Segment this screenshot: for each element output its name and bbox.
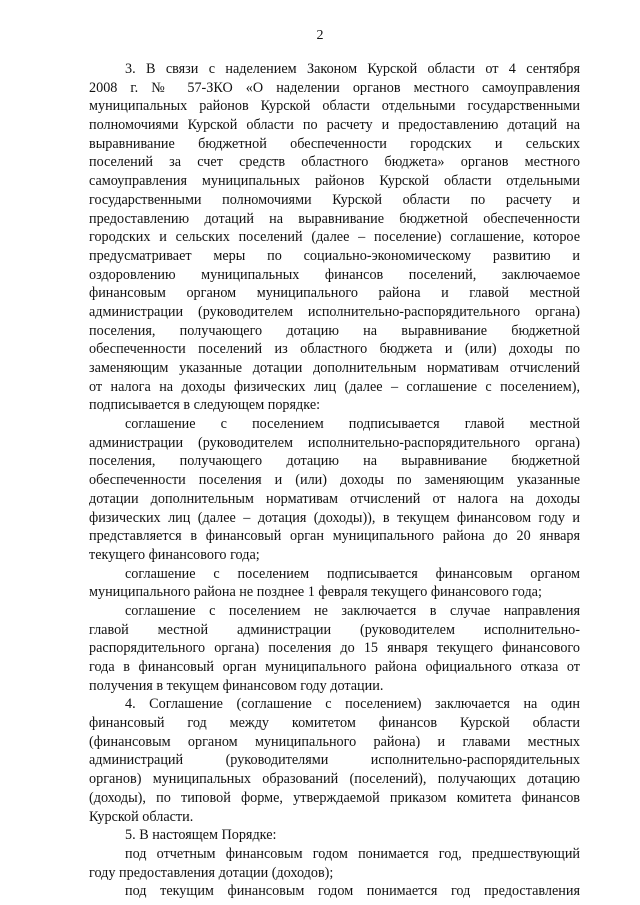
text-line: поселений за счет средств областного бюджета» органов местного — [89, 154, 580, 171]
text-line: администрации (руководителем исполнительно-распорядительного органа) — [89, 434, 580, 451]
text-line: 5. В настоящем Порядке: — [125, 827, 277, 844]
text-line: (финансовым органом муниципального района) и главами местных — [89, 733, 580, 750]
text-line: выравнивание бюджетной обеспеченности городских и сельских — [89, 135, 580, 152]
text-line: муниципального района не позднее 1 февраля текущего финансового года; — [89, 584, 542, 601]
text-line: оздоровлению муниципальных финансов поселений, заключаемое — [89, 266, 580, 283]
text-line: администрации (руководителем исполнительно-распорядительного органа) — [89, 303, 580, 320]
text-line: соглашение с поселением подписывается главой местной — [125, 416, 580, 433]
text-line: года в финансовый орган муниципального района официального отказа от — [89, 659, 580, 675]
text-line: под отчетным финансовым годом понимается год, предшествующий — [125, 845, 580, 862]
text-line: соглашение с поселением подписывается финансовым органом — [125, 565, 580, 582]
text-line: 2008 г. № 57-ЗКО «О наделении органов местного самоуправления — [89, 79, 580, 96]
text-line: самоуправления муниципальных районов Курской области отдельными — [89, 173, 580, 190]
text-line: поселения, получающего дотацию на выравнивание бюджетной — [89, 453, 580, 470]
text-line: предусматривает меры по социально-экономическому развитию и — [89, 247, 580, 264]
text-line: под текущим финансовым годом понимается год предоставления — [125, 883, 580, 900]
text-line: физических лиц (далее – дотация (доходы)), в текущем финансовом году и — [89, 509, 580, 526]
text-line: органов) муниципальных образований (поселений), получающих дотацию — [89, 771, 580, 788]
text-line: 4. Соглашение (соглашение с поселением) заключается на один — [125, 696, 580, 713]
text-line: предоставлению дотаций на выравнивание бюджетной обеспеченности — [89, 210, 580, 227]
page-number: 2 — [316, 28, 324, 43]
text-line: муниципальных районов Курской области отдельными государственными — [89, 98, 580, 115]
text-line: полномочиями Курской области по расчету и предоставлению дотаций на — [89, 117, 580, 134]
text-line: администраций (руководителями исполнительно-распорядительных — [89, 752, 580, 769]
document-body — [89, 60, 580, 901]
text-line: Курской области. — [89, 808, 194, 825]
text-line: распорядительного органа) поселения до 15 января текущего финансового — [89, 640, 580, 657]
text-line: подписывается в следующем порядке: — [89, 397, 321, 414]
text-line: финансовый год между комитетом финансов Курской области — [89, 715, 580, 732]
text-line: получения в текущем финансовом году дотации. — [89, 677, 384, 694]
text-line: 3. В связи с наделением Законом Курской области от 4 сентября — [125, 61, 580, 77]
text-line: обеспеченности поселения и (или) доходы по заменяющим указанные — [89, 472, 580, 489]
text-line: (доходы), по типовой форме, утверждаемой приказом комитета финансов — [89, 789, 580, 806]
text-line: году предоставления дотации (доходов); — [89, 864, 334, 881]
text-line: от налога на доходы физических лиц (далее – соглашение с поселением), — [89, 378, 580, 395]
text-line: представляется в финансовый орган муниципального района до 20 января — [89, 528, 580, 545]
text-line: финансовым органом муниципального района и главой местной — [89, 285, 580, 302]
text-line: дотации дополнительным нормативам отчислений от налога на доходы — [89, 490, 580, 507]
text-line: городских и сельских поселений (далее – поселение) соглашение, которое — [89, 229, 580, 246]
text-line: заменяющим указанные дотации дополнительным нормативам отчислений — [89, 360, 580, 376]
text-line: поселения, получающего дотацию на выравнивание бюджетной — [89, 322, 580, 339]
text-line: государственными полномочиями Курской области по расчету и — [89, 191, 580, 208]
text-line: главой местной администрации (руководителем исполнительно- — [89, 621, 580, 638]
text-line: обеспеченности поселений из областного бюджета и (или) доходы по — [89, 341, 580, 358]
text-line: текущего финансового года; — [89, 546, 260, 563]
text-line: соглашение с поселением не заключается в случае направления — [125, 602, 580, 619]
